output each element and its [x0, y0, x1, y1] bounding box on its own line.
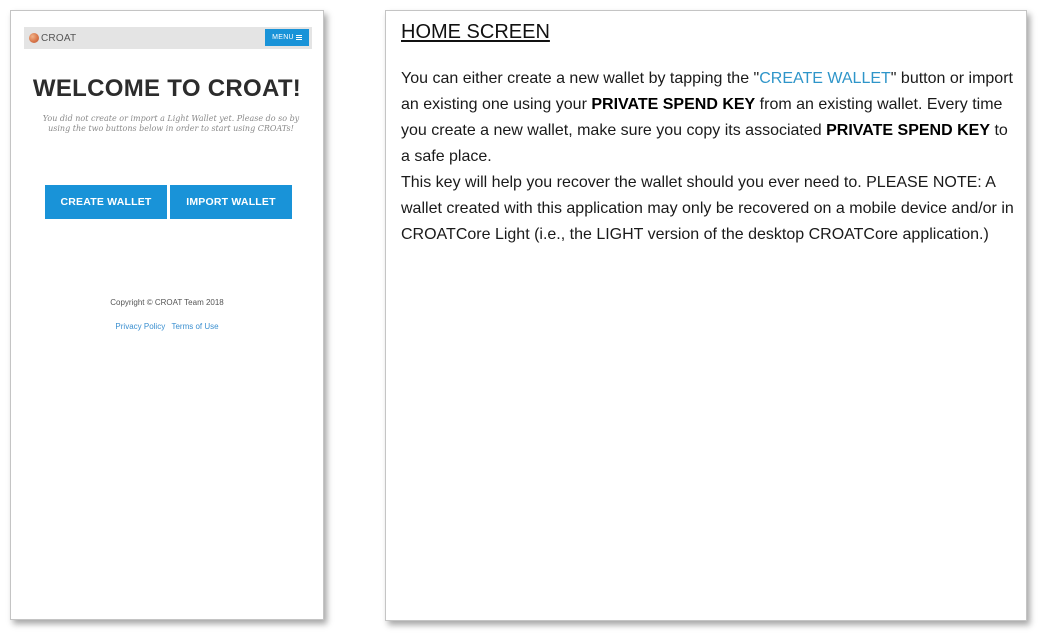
create-wallet-button[interactable]: CREATE WALLET: [45, 185, 167, 219]
private-spend-key-term-2: PRIVATE SPEND KEY: [826, 122, 990, 139]
panel-text-2: " button or import an existing one using your: [401, 70, 1013, 113]
menu-button[interactable]: [265, 29, 309, 46]
croat-logo-icon: [29, 33, 39, 43]
private-spend-key-term: PRIVATE SPEND KEY: [591, 96, 756, 113]
panel-body: [401, 66, 1017, 248]
welcome-description: You did not create or import a Light Wallet yet. Please do so by using the two buttons below in order to start using CROATs!: [42, 114, 300, 133]
panel-note: This key will help you recover the wallet should you ever need to. PLEASE NOTE: A wallet created with this application may only be recovered on a mobile device and/or in CROATCore Light (i.e., the LIGHT version of the desktop CROATCore application.): [401, 174, 1014, 243]
import-wallet-button[interactable]: IMPORT WALLET: [170, 185, 292, 219]
phone-screenshot: [10, 10, 324, 620]
privacy-policy-link[interactable]: Privacy Policy: [115, 322, 166, 331]
create-wallet-highlight: CREATE WALLET: [759, 70, 891, 87]
panel-text-4: to a safe place.: [401, 122, 1008, 165]
footer-links: [11, 322, 323, 331]
copyright-text: Copyright © CROAT Team 2018: [110, 298, 224, 307]
app-header: [24, 27, 312, 49]
panel-heading: HOME SCREEN: [401, 21, 550, 43]
hamburger-icon: [296, 34, 302, 41]
terms-of-use-link[interactable]: Terms of Use: [171, 322, 219, 331]
logo-text: CROAT: [41, 32, 77, 44]
instruction-panel: [385, 10, 1027, 621]
panel-text-3: from an existing wallet. Every time you create a new wallet, make sure you copy its associated: [401, 96, 1003, 139]
croat-logo[interactable]: [29, 31, 76, 45]
panel-text-1: You can either create a new wallet by tapping the ": [401, 70, 760, 87]
welcome-title: WELCOME TO CROAT!: [32, 75, 302, 102]
menu-label: MENU: [272, 34, 294, 41]
